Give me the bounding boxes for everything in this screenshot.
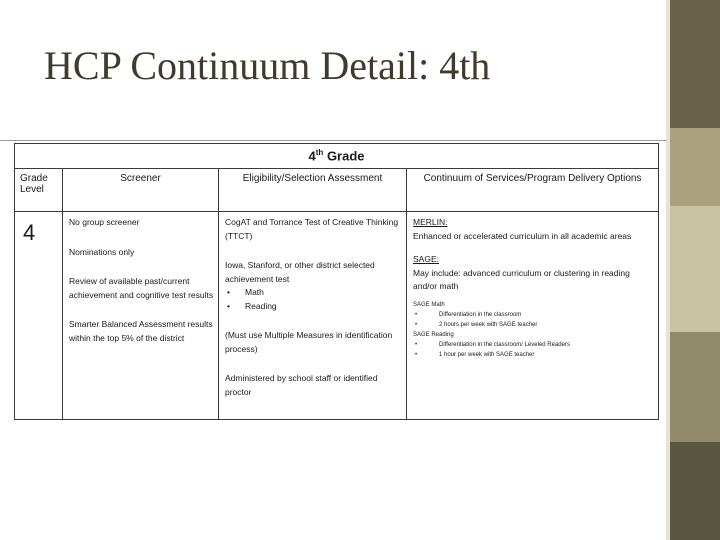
eligibility-cell: [219, 212, 407, 420]
merlin-text: Enhanced or accelerated curriculum in all academic areas: [413, 230, 632, 241]
column-header-eligibility: Eligibility/Selection Assessment: [219, 169, 407, 212]
sage-label: SAGE:: [413, 254, 439, 264]
column-header-screener: Screener: [63, 169, 219, 212]
sage-math-label: SAGE Math: [413, 301, 445, 308]
merlin-label: MERLIN:: [413, 217, 448, 227]
strip-band: [666, 128, 720, 206]
list-item: • Reading: [225, 300, 402, 314]
sage-text: May include: advanced curriculum or clustering in reading and/or math: [413, 267, 630, 291]
eligibility-line: Iowa, Stanford, or other district selected achievement test: [225, 260, 375, 284]
decorative-side-strip: [666, 0, 720, 540]
table-row: [15, 212, 659, 420]
screener-line: Smarter Balanced Assessment results within the top 5% of the district: [69, 319, 213, 343]
list-item: • Math: [225, 286, 402, 300]
strip-band: [666, 332, 720, 442]
eligibility-line: Administered by school staff or identified proctor: [225, 373, 378, 397]
sage-reading-label: SAGE Reading: [413, 331, 454, 338]
sage-math-list: [413, 310, 654, 330]
grade-heading: 4th Grade: [15, 144, 659, 169]
divider: [0, 140, 666, 141]
list-item: • 2 hours per week with SAGE teacher: [413, 320, 654, 330]
list-item: • Differentiation in the classroom: [413, 310, 654, 320]
screener-cell: [63, 212, 219, 420]
sage-reading-list: [413, 340, 654, 360]
grade-value: 4: [15, 212, 63, 420]
screener-line: Review of available past/current achievement and cognitive test results: [69, 276, 214, 300]
strip-band: [666, 442, 720, 540]
continuum-table: [14, 143, 659, 420]
strip-band: [666, 0, 720, 128]
column-header-grade: Grade Level: [15, 169, 63, 212]
services-cell: [407, 212, 659, 420]
eligibility-line: CogAT and Torrance Test of Creative Thinking (TTCT): [225, 217, 399, 241]
slide-title: HCP Continuum Detail: 4th: [44, 43, 491, 88]
decorative-rail: [666, 0, 670, 540]
strip-band: [666, 206, 720, 332]
table-header-row: [15, 169, 659, 212]
list-item: • 1 hour per week with SAGE teacher: [413, 350, 654, 360]
screener-line: Nominations only: [69, 246, 135, 257]
screener-line: No group screener: [69, 217, 140, 227]
eligibility-line: (Must use Multiple Measures in identification process): [225, 330, 393, 354]
sage-details: [413, 300, 654, 360]
table-heading-row: [15, 144, 659, 169]
list-item: • Differentiation in the classroom/ Leveled Readers: [413, 340, 654, 350]
column-header-services: Continuum of Services/Program Delivery Options: [407, 169, 659, 212]
eligibility-bullets: [225, 286, 402, 313]
